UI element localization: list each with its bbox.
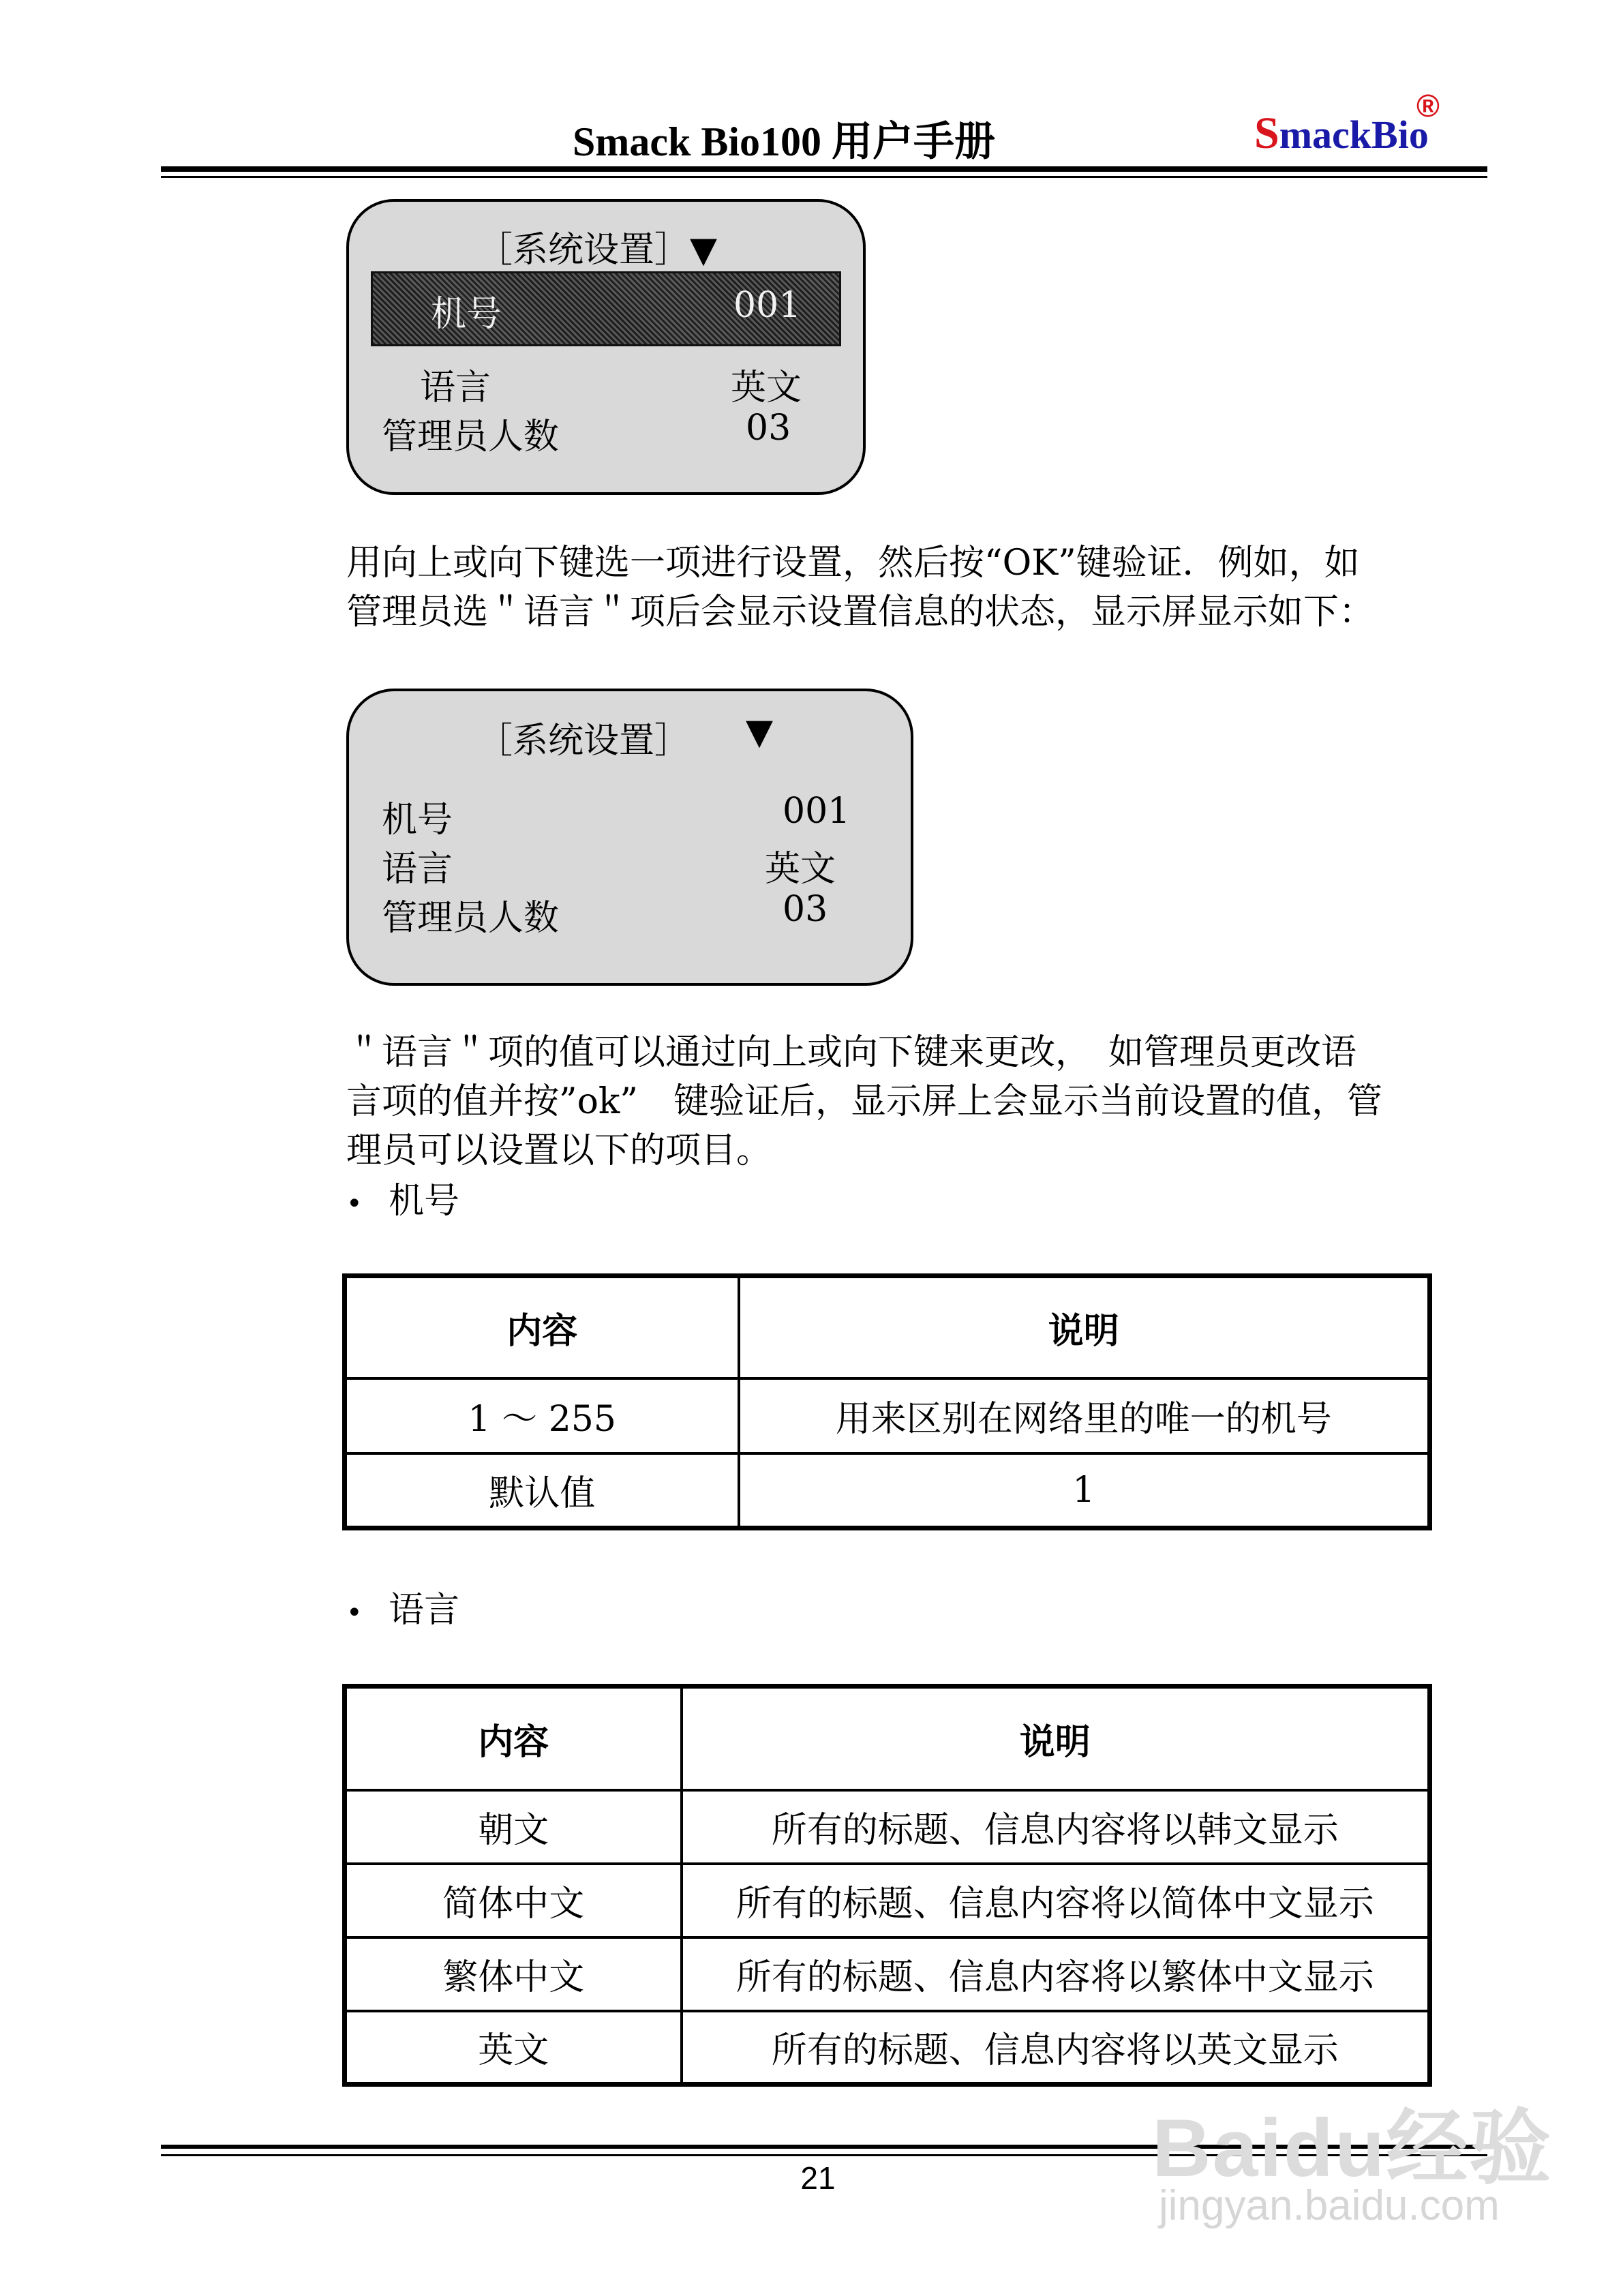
table-cell: 1 ～ 255 bbox=[345, 1378, 739, 1453]
lcd2-row-value-language: 英文 bbox=[765, 849, 836, 890]
lcd2-row-label-machine-id: 机号 bbox=[382, 800, 453, 841]
lcd1-row-value-admin-count: 03 bbox=[746, 408, 791, 449]
header-rule-thin bbox=[161, 176, 1487, 178]
table-header-cell: 说明 bbox=[739, 1276, 1430, 1378]
logo-text: mackBio bbox=[1279, 112, 1429, 157]
table-cell: 默认值 bbox=[345, 1453, 739, 1528]
lcd2-row-label-language: 语言 bbox=[382, 849, 453, 890]
bullet-label: 语言 bbox=[389, 1590, 460, 1631]
registered-mark: ® bbox=[1416, 88, 1440, 123]
lcd2-row-label-admin-count: 管理员人数 bbox=[382, 898, 560, 939]
table-row bbox=[345, 1790, 1430, 1864]
table-cell: 英文 bbox=[345, 2011, 682, 2085]
table-row bbox=[345, 1378, 1430, 1453]
table-header-cell: 说明 bbox=[682, 1687, 1430, 1790]
table-row bbox=[345, 2011, 1430, 2085]
table-cell: 1 bbox=[739, 1453, 1430, 1528]
lcd2-down-arrow-icon: ▼ bbox=[746, 712, 773, 753]
description-line-2: 言项的值并按”ok” 键验证后，显示屏上会显示当前设置的值，管 bbox=[346, 1081, 1382, 1122]
lcd1-row-label-machine-id: 机号 bbox=[431, 294, 502, 335]
lcd1-row-value-machine-id: 001 bbox=[733, 285, 802, 326]
baidu-watermark-url: jingyan.baidu.com bbox=[1159, 2182, 1500, 2229]
header-rule-thick bbox=[161, 166, 1487, 172]
lcd1-row-value-language: 英文 bbox=[731, 367, 802, 408]
table-header-row bbox=[345, 1687, 1430, 1790]
table-header-row bbox=[345, 1276, 1430, 1378]
table-cell: 繁体中文 bbox=[345, 1937, 682, 2011]
bullet-label: 机号 bbox=[389, 1181, 460, 1222]
table-cell: 所有的标题、信息内容将以英文显示 bbox=[682, 2011, 1430, 2085]
table-header-cell: 内容 bbox=[345, 1276, 739, 1378]
table-row bbox=[345, 1864, 1430, 1937]
bullet-dot-icon: • bbox=[346, 1188, 363, 1220]
description-line-3: 理员可以设置以下的项目。 bbox=[346, 1130, 772, 1171]
lcd2-row-value-machine-id: 001 bbox=[783, 791, 851, 832]
document-header-title: Smack Bio100 用户手册 bbox=[572, 119, 996, 164]
table-cell: 所有的标题、信息内容将以简体中文显示 bbox=[682, 1864, 1430, 1937]
lcd2-title: ［系统设置］ bbox=[477, 721, 691, 761]
lcd2-row-value-admin-count: 03 bbox=[783, 889, 828, 930]
bullet-dot-icon: • bbox=[346, 1597, 363, 1629]
instruction-line-1: 用向上或向下键选一项进行设置，然后按“OK”键验证．例如，如 bbox=[346, 543, 1360, 584]
machine-id-table bbox=[342, 1273, 1432, 1530]
lcd1-row-label-language: 语言 bbox=[420, 367, 491, 408]
page-number: 21 bbox=[800, 2160, 836, 2196]
smackbio-logo bbox=[1254, 108, 1429, 160]
instruction-line-2: 管理员选＂语言＂项后会显示设置信息的状态，显示屏显示如下： bbox=[346, 592, 1375, 633]
language-table bbox=[342, 1684, 1432, 2087]
table-cell: 朝文 bbox=[345, 1790, 682, 1864]
logo-initial: S bbox=[1254, 108, 1279, 158]
table-cell: 所有的标题、信息内容将以繁体中文显示 bbox=[682, 1937, 1430, 2011]
table-row bbox=[345, 1937, 1430, 2011]
table-row bbox=[345, 1453, 1430, 1528]
description-line-1: ＂语言＂项的值可以通过向上或向下键来更改， 如管理员更改语 bbox=[346, 1032, 1357, 1073]
table-cell: 简体中文 bbox=[345, 1864, 682, 1937]
bullet-machine-id bbox=[346, 1177, 459, 1228]
lcd1-row-label-admin-count: 管理员人数 bbox=[382, 417, 560, 457]
bullet-language bbox=[346, 1586, 459, 1637]
baidu-watermark-logo: Baidu经验 bbox=[1152, 2102, 1553, 2194]
table-cell: 所有的标题、信息内容将以韩文显示 bbox=[682, 1790, 1430, 1864]
table-cell: 用来区别在网络里的唯一的机号 bbox=[739, 1378, 1430, 1453]
table-header-cell: 内容 bbox=[345, 1687, 682, 1790]
lcd1-title: ［系统设置］▼ bbox=[477, 230, 717, 271]
